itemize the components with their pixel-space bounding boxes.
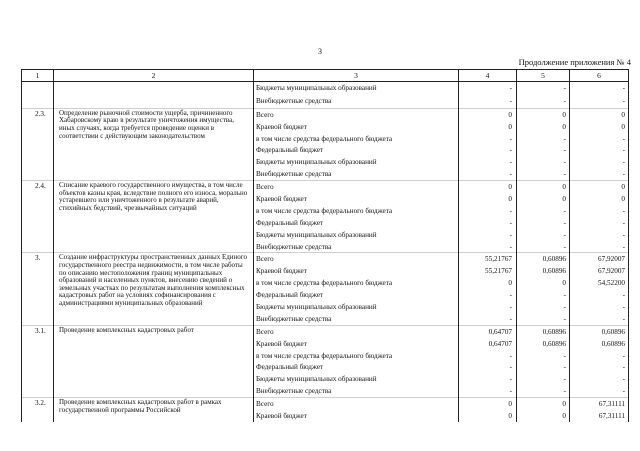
value-cell-col4: - bbox=[459, 133, 517, 145]
value-cell-col6: - bbox=[570, 289, 629, 301]
funding-source-cell: в том числе средства федерального бюджета bbox=[254, 205, 459, 217]
value-cell-col4: - bbox=[459, 350, 517, 362]
funding-source-cell: Бюджеты муниципальных образований bbox=[254, 301, 459, 313]
value-cell-col6: - bbox=[570, 133, 629, 145]
value-cell-col5: 0 bbox=[517, 398, 570, 410]
value-cell-col4: - bbox=[459, 301, 517, 313]
value-cell-col5: 0 bbox=[517, 108, 570, 120]
value-cell-col4: - bbox=[459, 385, 517, 397]
row-number-cell bbox=[22, 82, 54, 95]
activity-name-cell: Проведение комплексных кадастровых работ в рамках государственной программы Российской bbox=[54, 398, 254, 422]
value-cell-col5: - bbox=[517, 82, 570, 95]
value-cell-col4: 0 bbox=[459, 181, 517, 193]
value-cell-col5: - bbox=[517, 241, 570, 253]
value-cell-col6: - bbox=[570, 385, 629, 397]
activity-name-cell bbox=[54, 82, 254, 95]
value-cell-col6: - bbox=[570, 313, 629, 325]
budget-table bbox=[21, 69, 629, 422]
funding-source-cell: Краевой бюджет bbox=[254, 265, 459, 277]
value-cell-col4: - bbox=[459, 241, 517, 253]
value-cell-col5: 0,60896 bbox=[517, 265, 570, 277]
value-cell-col4: - bbox=[459, 168, 517, 180]
value-cell-col5: - bbox=[517, 133, 570, 145]
activity-name-cell: Определение рыночной стоимости ущерба, причиненного Хабаровскому краю в результате уничтожения имущества, иных случаях, когда требуется проведение оценки в соответствии с действующим законодательством bbox=[54, 108, 254, 180]
value-cell-col5: - bbox=[517, 313, 570, 325]
value-cell-col6: - bbox=[570, 82, 629, 95]
value-cell-col5: - bbox=[517, 144, 570, 156]
value-cell-col6: - bbox=[570, 95, 629, 108]
value-cell-col6: - bbox=[570, 205, 629, 217]
column-header: 3 bbox=[254, 70, 459, 82]
activity-name-cell: Проведение комплексных кадастровых работ bbox=[54, 325, 254, 397]
table-row bbox=[22, 95, 629, 108]
value-cell-col4: 0 bbox=[459, 121, 517, 133]
funding-source-cell: Федеральный бюджет bbox=[254, 217, 459, 229]
row-number-cell: 3.2. bbox=[22, 398, 54, 422]
table-row bbox=[22, 253, 629, 265]
value-cell-col5: 0 bbox=[517, 121, 570, 133]
value-cell-col4: - bbox=[459, 144, 517, 156]
value-cell-col4: 0,64707 bbox=[459, 338, 517, 350]
funding-source-cell: Краевой бюджет bbox=[254, 410, 459, 422]
value-cell-col6: - bbox=[570, 217, 629, 229]
value-cell-col5: - bbox=[517, 373, 570, 385]
value-cell-col6: 67,31111 bbox=[570, 410, 629, 422]
page-number: 3 bbox=[318, 47, 322, 56]
funding-source-cell: Бюджеты муниципальных образований bbox=[254, 82, 459, 95]
activity-name-cell bbox=[54, 95, 254, 108]
funding-source-cell: Всего bbox=[254, 108, 459, 120]
value-cell-col6: 0,60896 bbox=[570, 338, 629, 350]
value-cell-col6: - bbox=[570, 144, 629, 156]
appendix-continuation-note: Продолжение приложения № 4 bbox=[518, 57, 631, 67]
value-cell-col4: - bbox=[459, 205, 517, 217]
column-header: 4 bbox=[459, 70, 517, 82]
value-cell-col4: 0 bbox=[459, 398, 517, 410]
value-cell-col5: 0,60896 bbox=[517, 253, 570, 265]
funding-source-cell: Бюджеты муниципальных образований bbox=[254, 229, 459, 241]
row-number-cell: 2.3. bbox=[22, 108, 54, 180]
value-cell-col5: - bbox=[517, 95, 570, 108]
funding-source-cell: Бюджеты муниципальных образований bbox=[254, 373, 459, 385]
value-cell-col6: - bbox=[570, 361, 629, 373]
table-row bbox=[22, 181, 629, 193]
value-cell-col4: - bbox=[459, 361, 517, 373]
value-cell-col4: - bbox=[459, 289, 517, 301]
value-cell-col5: 0,60896 bbox=[517, 338, 570, 350]
column-header: 1 bbox=[22, 70, 54, 82]
funding-source-cell: Краевой бюджет bbox=[254, 193, 459, 205]
value-cell-col5: - bbox=[517, 168, 570, 180]
table-row bbox=[22, 325, 629, 337]
value-cell-col6: 67,31111 bbox=[570, 398, 629, 410]
funding-source-cell: Бюджеты муниципальных образований bbox=[254, 156, 459, 168]
value-cell-col4: - bbox=[459, 373, 517, 385]
value-cell-col5: - bbox=[517, 350, 570, 362]
value-cell-col6: - bbox=[570, 373, 629, 385]
funding-source-cell: Федеральный бюджет bbox=[254, 144, 459, 156]
value-cell-col5: - bbox=[517, 156, 570, 168]
table-row bbox=[22, 108, 629, 120]
value-cell-col4: 0 bbox=[459, 193, 517, 205]
funding-source-cell: Краевой бюджет bbox=[254, 338, 459, 350]
column-header: 5 bbox=[517, 70, 570, 82]
value-cell-col4: - bbox=[459, 313, 517, 325]
value-cell-col5: - bbox=[517, 229, 570, 241]
value-cell-col6: - bbox=[570, 301, 629, 313]
row-number-cell: 3.1. bbox=[22, 325, 54, 397]
value-cell-col4: - bbox=[459, 229, 517, 241]
value-cell-col5: - bbox=[517, 385, 570, 397]
table-row bbox=[22, 82, 629, 95]
value-cell-col4: - bbox=[459, 156, 517, 168]
funding-source-cell: Федеральный бюджет bbox=[254, 361, 459, 373]
value-cell-col6: - bbox=[570, 156, 629, 168]
value-cell-col5: 0,60896 bbox=[517, 325, 570, 337]
row-number-cell: 2.4. bbox=[22, 181, 54, 253]
value-cell-col5: - bbox=[517, 301, 570, 313]
value-cell-col4: - bbox=[459, 217, 517, 229]
value-cell-col5: 0 bbox=[517, 277, 570, 289]
activity-name-cell: Списание краевого государственного имущества, в том числе объектов казны края, вследствие полного его износа, морально устаревшего или уничтоженного в результате аварий, стихийных бедствий, чрезвычайных ситуаций bbox=[54, 181, 254, 253]
value-cell-col6: 67,92007 bbox=[570, 265, 629, 277]
funding-source-cell: Внебюджетные средства bbox=[254, 313, 459, 325]
value-cell-col6: - bbox=[570, 229, 629, 241]
value-cell-col6: 0 bbox=[570, 108, 629, 120]
value-cell-col6: 0 bbox=[570, 193, 629, 205]
value-cell-col4: 55,21767 bbox=[459, 265, 517, 277]
funding-source-cell: Внебюджетные средства bbox=[254, 95, 459, 108]
value-cell-col5: 0 bbox=[517, 410, 570, 422]
funding-source-cell: Федеральный бюджет bbox=[254, 289, 459, 301]
value-cell-col4: 0 bbox=[459, 410, 517, 422]
column-header: 2 bbox=[54, 70, 254, 82]
funding-source-cell: в том числе средства федерального бюджета bbox=[254, 277, 459, 289]
table-row bbox=[22, 398, 629, 410]
value-cell-col5: - bbox=[517, 289, 570, 301]
funding-source-cell: Всего bbox=[254, 181, 459, 193]
activity-name-cell: Создание инфраструктуры пространственных данных Единого государственного реестра недвижимости, в том числе работы по описанию местоположения границ муниципальных образований и населенных пунктов, внесению сведений о земельных участках по результатам выполнения комплексных кадастровых работ на условиях софинансирования с администрациями муниципальных образований bbox=[54, 253, 254, 325]
value-cell-col6: 0 bbox=[570, 121, 629, 133]
value-cell-col4: 55,21767 bbox=[459, 253, 517, 265]
value-cell-col4: 0,64707 bbox=[459, 325, 517, 337]
funding-source-cell: Внебюджетные средства bbox=[254, 385, 459, 397]
value-cell-col5: - bbox=[517, 361, 570, 373]
funding-source-cell: Всего bbox=[254, 253, 459, 265]
value-cell-col5: - bbox=[517, 205, 570, 217]
table-header-row bbox=[22, 70, 629, 82]
value-cell-col6: 0,60896 bbox=[570, 325, 629, 337]
value-cell-col6: - bbox=[570, 241, 629, 253]
value-cell-col5: - bbox=[517, 217, 570, 229]
value-cell-col6: 54,52200 bbox=[570, 277, 629, 289]
value-cell-col6: - bbox=[570, 350, 629, 362]
column-header: 6 bbox=[570, 70, 629, 82]
row-number-cell bbox=[22, 95, 54, 108]
funding-source-cell: в том числе средства федерального бюджета bbox=[254, 350, 459, 362]
funding-source-cell: Краевой бюджет bbox=[254, 121, 459, 133]
value-cell-col5: 0 bbox=[517, 181, 570, 193]
value-cell-col6: - bbox=[570, 168, 629, 180]
value-cell-col4: 0 bbox=[459, 108, 517, 120]
value-cell-col4: - bbox=[459, 82, 517, 95]
value-cell-col4: - bbox=[459, 95, 517, 108]
value-cell-col5: 0 bbox=[517, 193, 570, 205]
value-cell-col6: 0 bbox=[570, 181, 629, 193]
funding-source-cell: Всего bbox=[254, 325, 459, 337]
value-cell-col6: 67,92007 bbox=[570, 253, 629, 265]
funding-source-cell: Внебюджетные средства bbox=[254, 241, 459, 253]
row-number-cell: 3. bbox=[22, 253, 54, 325]
budget-table-body bbox=[22, 70, 629, 422]
funding-source-cell: Всего bbox=[254, 398, 459, 410]
funding-source-cell: в том числе средства федерального бюджета bbox=[254, 133, 459, 145]
value-cell-col4: 0 bbox=[459, 277, 517, 289]
funding-source-cell: Внебюджетные средства bbox=[254, 168, 459, 180]
